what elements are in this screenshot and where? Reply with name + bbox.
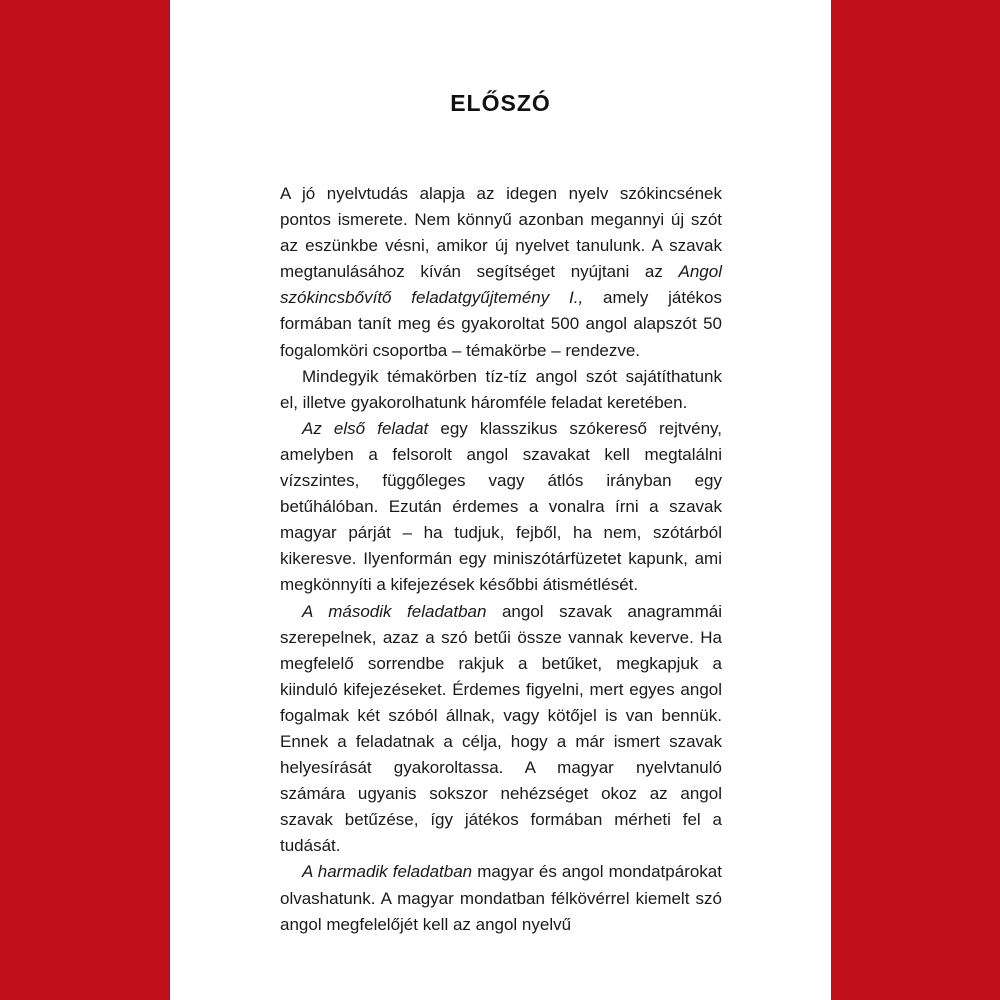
second-task-italic: A második feladatban [302, 601, 487, 621]
paragraph-3-text: egy klasszikus szókereső rejtvény, amelyben a felsorolt angol szavakat kell megtalálni vízszintes, függőleges vagy átlós irányban egy betűhálóban. Ezután érdemes a vonalra írni a szavak magyar párját – ha tudjuk, fejből, ha nem, szótárból kikeresve. Ilyenformán egy miniszótárfüzetet kapunk, ami megkönnyíti a kifejezések későbbi átismétlését. [280, 418, 722, 595]
paragraph-4-text: angol szavak anagrammái szerepelnek, azaz a szó betűi össze vannak keverve. Ha megfelelő sorrendbe rakjuk a betűket, megkapjuk a kiinduló kifejezéseket. Érdemes figyelni, mert egyes angol fogalmak két szóból állnak, vagy kötőjel is van bennük. Ennek a feladatnak a célja, hogy a már ismert szavak helyesírását gyakoroltassa. A magyar nyelvtanuló számára ugyanis sokszor nehézséget okoz az angol szavak betűzése, így játékos formában mérheti fel a tudását. [280, 601, 722, 856]
first-task-italic: Az első feladat [302, 418, 429, 438]
book-page [170, 0, 831, 1000]
preface-body [280, 181, 722, 938]
paragraph-3 [280, 416, 722, 599]
paragraph-1-text-c: amely játékos formában tanít meg és gyakoroltat 500 angol alapszót 50 fogalomköri csoportba – témakörbe – rendezve. [280, 288, 722, 360]
paragraph-5-text: magyar és angol mondatpárokat olvashatunk. A magyar mondatban félkövérrel kiemelt szó angol megfelelőjét kell az angol nyelvű [280, 862, 722, 934]
paragraph-5 [280, 859, 722, 937]
book-title-italic: Angol szókincsbővítő feladatgyűjtemény I., [280, 262, 722, 308]
paragraph-2 [280, 364, 722, 416]
paragraph-1 [280, 181, 722, 364]
left-red-band [0, 0, 170, 1000]
paragraph-2-text: Mindegyik témakörben tíz-tíz angol szót sajátíthatunk el, illetve gyakorolhatunk háromféle feladat keretében. [280, 366, 722, 412]
page-title: ELŐSZÓ [450, 90, 551, 116]
third-task-italic: A harmadik feladatban [302, 862, 473, 882]
paragraph-1-text-a: A jó nyelvtudás alapja az idegen nyelv szókincsének pontos ismerete. Nem könnyű azonban megannyi új szót az eszünkbe vésni, amikor új nyelvet tanulunk. A szavak megtanulásához kíván segítséget nyújtani az [280, 184, 722, 282]
paragraph-4 [280, 599, 722, 860]
right-red-band [831, 0, 1000, 1000]
